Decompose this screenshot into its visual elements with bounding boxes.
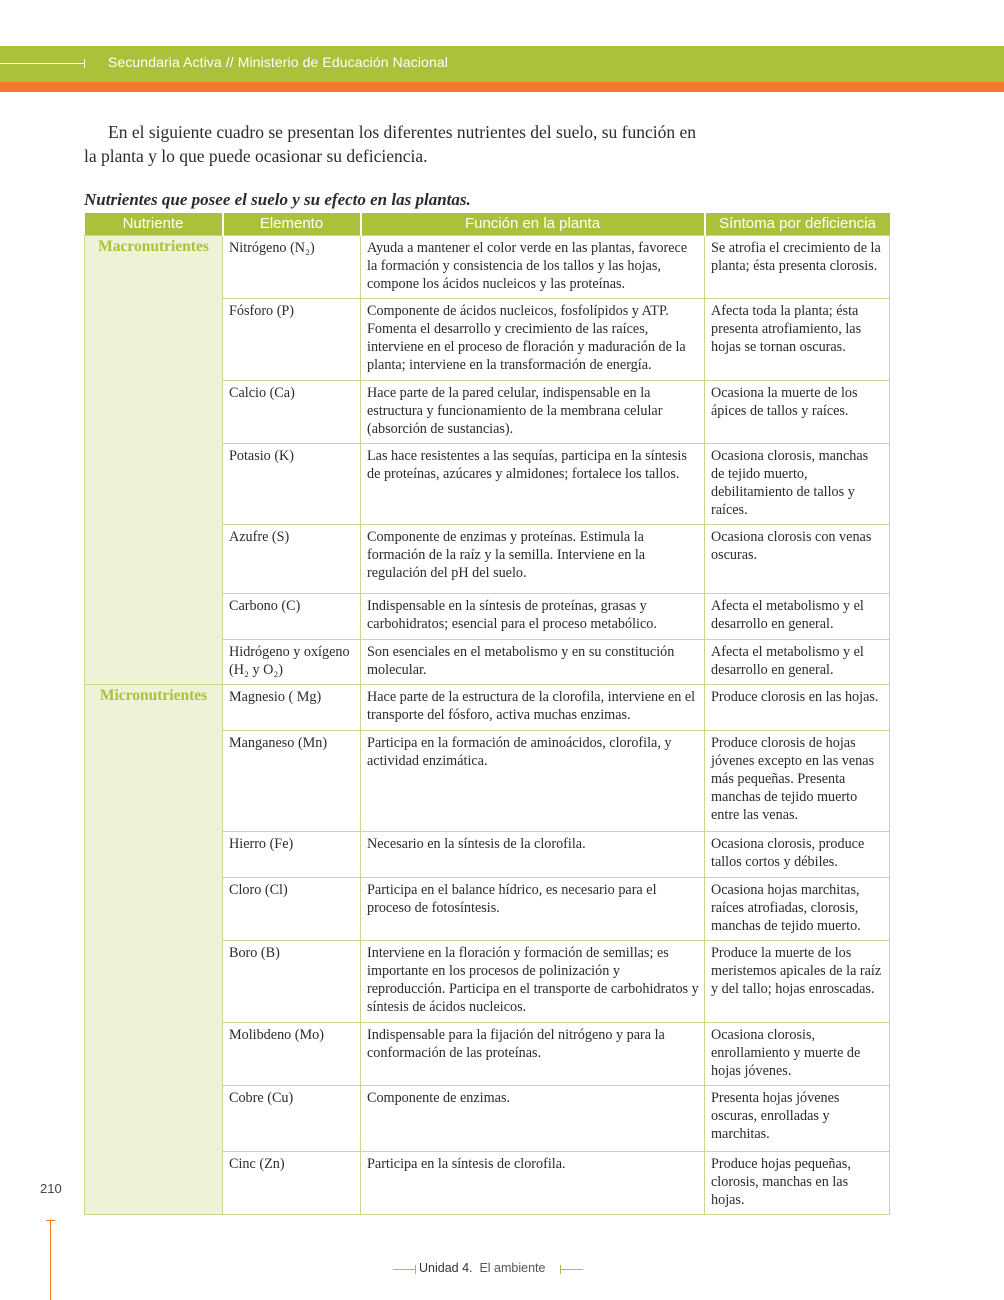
header-elemento: Elemento xyxy=(223,213,361,236)
cell-element: Nitrógeno (N₂) xyxy=(223,236,361,299)
cell-element: Hierro (Fe) xyxy=(223,832,361,878)
cell-function: Hace parte de la estructura de la clorofila, interviene en el transporte del fósforo, activa muchas enzimas. xyxy=(361,685,705,731)
table-header-row xyxy=(85,213,890,236)
cell-element: Cinc (Zn) xyxy=(223,1152,361,1215)
cell-element: Boro (B) xyxy=(223,941,361,1023)
cell-element: Fósforo (P) xyxy=(223,299,361,381)
cell-element: Potasio (K) xyxy=(223,444,361,525)
cell-function: Componente de ácidos nucleicos, fosfolípidos y ATP. Fomenta el desarrollo y crecimiento de las raíces, interviene en el proceso de floración y maduración de la planta; interviene en la transformación de energía. xyxy=(361,299,705,381)
intro-text: En el siguiente cuadro se presentan los diferentes nutrientes del suelo, su función en la planta y lo que puede ocasionar su deficiencia. xyxy=(84,122,697,166)
header-rule xyxy=(0,63,84,64)
table-row xyxy=(85,236,890,299)
cell-function: Interviene en la floración y formación de semillas; es importante en los procesos de polinización y reproducción. Participa en el transporte de carbohidratos y síntesis de ácidos nucleicos. xyxy=(361,941,705,1023)
cell-function: Hace parte de la pared celular, indispensable en la estructura y funcionamiento de la membrana celular (absorción de sustancias). xyxy=(361,381,705,444)
header-tick xyxy=(84,59,85,68)
cell-element: Manganeso (Mn) xyxy=(223,731,361,832)
cell-element: Calcio (Ca) xyxy=(223,381,361,444)
cell-symptom: Ocasiona clorosis, manchas de tejido muerto, debilitamiento de tallos y raíces. xyxy=(705,444,890,525)
footer-unit: Unidad 4. xyxy=(419,1261,473,1275)
cell-symptom: Afecta toda la planta; ésta presenta atrofiamiento, las hojas se tornan oscuras. xyxy=(705,299,890,381)
nutrients-table xyxy=(84,213,890,1215)
footer-rule-right xyxy=(561,1269,583,1270)
cell-symptom: Presenta hojas jóvenes oscuras, enrolladas y marchitas. xyxy=(705,1086,890,1152)
cell-function: Las hace resistentes a las sequías, participa en la síntesis de proteínas, azúcares y almidones; fortalece los tallos. xyxy=(361,444,705,525)
cell-symptom: Ocasiona clorosis, produce tallos cortos y débiles. xyxy=(705,832,890,878)
header-nutriente: Nutriente xyxy=(85,213,223,236)
cell-symptom: Afecta el metabolismo y el desarrollo en general. xyxy=(705,594,890,640)
group-macronutrientes: Macronutrientes xyxy=(85,236,223,685)
cell-function: Ayuda a mantener el color verde en las plantas, favorece la formación y consistencia de los tallos y las hojas, compone los ácidos nucleicos y las proteínas. xyxy=(361,236,705,299)
cell-function: Indispensable en la síntesis de proteínas, grasas y carbohidratos; esencial para el proceso metabólico. xyxy=(361,594,705,640)
table-title: Nutrientes que posee el suelo y su efecto en las plantas. xyxy=(84,190,471,209)
cell-element: Magnesio ( Mg) xyxy=(223,685,361,731)
cell-symptom: Se atrofia el crecimiento de la planta; ésta presenta clorosis. xyxy=(705,236,890,299)
header-text: Secundaria Activa // Ministerio de Educación Nacional xyxy=(108,54,448,70)
cell-symptom: Produce clorosis en las hojas. xyxy=(705,685,890,731)
cell-element: Molibdeno (Mo) xyxy=(223,1023,361,1086)
cell-function: Indispensable para la fijación del nitrógeno y para la conformación de las proteínas. xyxy=(361,1023,705,1086)
cell-function: Necesario en la síntesis de la clorofila. xyxy=(361,832,705,878)
cell-symptom: Produce hojas pequeñas, clorosis, manchas en las hojas. xyxy=(705,1152,890,1215)
cell-function: Participa en el balance hídrico, es necesario para el proceso de fotosíntesis. xyxy=(361,878,705,941)
cell-function: Componente de enzimas y proteínas. Estimula la formación de la raíz y la semilla. Interviene en la regulación del pH del suelo. xyxy=(361,525,705,594)
cell-function: Componente de enzimas. xyxy=(361,1086,705,1152)
cell-element: Hidrógeno y oxígeno (H₂ y O₂) xyxy=(223,640,361,685)
page-number: 210 xyxy=(40,1181,62,1196)
cell-function: Participa en la formación de aminoácidos, clorofila, y actividad enzimática. xyxy=(361,731,705,832)
intro-paragraph xyxy=(84,120,704,168)
cell-function: Son esenciales en el metabolismo y en su constitución molecular. xyxy=(361,640,705,685)
side-rule xyxy=(50,1220,51,1300)
cell-symptom: Ocasiona la muerte de los ápices de tallos y raíces. xyxy=(705,381,890,444)
cell-symptom: Produce la muerte de los meristemos apicales de la raíz y del tallo; hojas enroscadas. xyxy=(705,941,890,1023)
cell-symptom: Produce clorosis de hojas jóvenes excepto en las venas más pequeñas. Presenta manchas de tejido muerto entre las venas. xyxy=(705,731,890,832)
header-sintoma: Síntoma por deficiencia xyxy=(705,213,890,236)
footer xyxy=(419,1261,545,1275)
cell-element: Cobre (Cu) xyxy=(223,1086,361,1152)
group-micronutrientes: Micronutrientes xyxy=(85,685,223,1215)
header-accent-stripe xyxy=(0,82,1004,92)
cell-symptom: Afecta el metabolismo y el desarrollo en general. xyxy=(705,640,890,685)
cell-symptom: Ocasiona hojas marchitas, raíces atrofiadas, clorosis, manchas de tejido muerto. xyxy=(705,878,890,941)
cell-symptom: Ocasiona clorosis con venas oscuras. xyxy=(705,525,890,594)
cell-element: Cloro (Cl) xyxy=(223,878,361,941)
table-row xyxy=(85,685,890,731)
cell-element: Carbono (C) xyxy=(223,594,361,640)
footer-title: El ambiente xyxy=(479,1261,546,1275)
footer-rule-left xyxy=(393,1269,415,1270)
footer-tick-left xyxy=(415,1265,416,1274)
cell-symptom: Ocasiona clorosis, enrollamiento y muerte de hojas jóvenes. xyxy=(705,1023,890,1086)
header-funcion: Función en la planta xyxy=(361,213,705,236)
cell-element: Azufre (S) xyxy=(223,525,361,594)
cell-function: Participa en la síntesis de clorofila. xyxy=(361,1152,705,1215)
